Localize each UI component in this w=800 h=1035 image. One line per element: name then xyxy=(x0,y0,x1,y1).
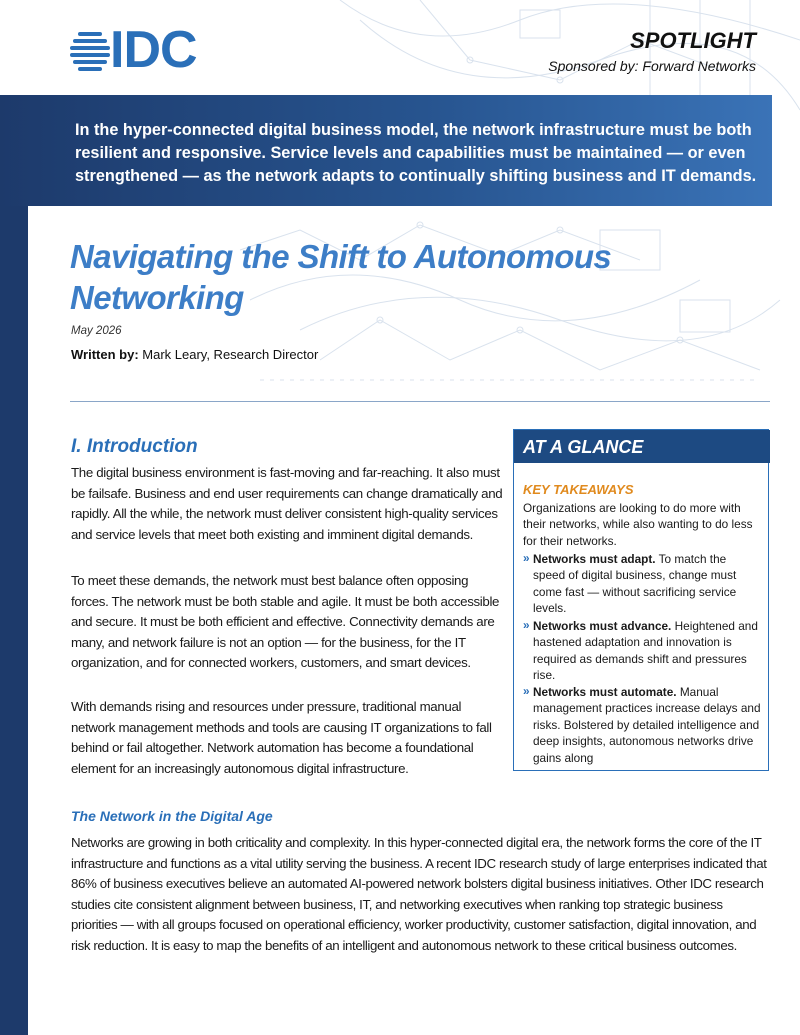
digital-age-paragraph: Networks are growing in both criticality and complexity. In this hyper-connected digital era, the network forms the core of the IT infrastructure and functions as a vital utility serving the business. A recent IDC research study of large enterprises indicated that 86% of business executives believe an automated AI-powered network bolsters digital business initiatives. Other IDC research studies cite consistent alignment between business, IT, and networking executives when ranking top strategic business priorities — with all groups focused on operational efficiency, worker productivity, customer satisfaction, digital innovation, and risk reduction. It is easy to map the benefits of an intelligent and autonomous network to these critical business outcomes. xyxy=(71,835,767,953)
takeaway-text: Manual management practices increase delays and risks. Bolstered by detailed intelligence and deep insights, autonomous networks drive gains along xyxy=(533,685,761,765)
spotlight-label: SPOTLIGHT xyxy=(630,28,756,53)
subsection-heading: The Network in the Digital Age xyxy=(71,808,273,824)
bullet-chevron-icon: » xyxy=(523,684,530,698)
bullet-chevron-icon: » xyxy=(523,618,530,632)
author-label: Written by: xyxy=(71,347,139,362)
intro-paragraph-3: With demands rising and resources under pressure, traditional manual network management methods and tools are causing IT organizations to fall behind or fail altogether. Network automation has become a foundational element for an increasingly autonomous digital infrastructure. xyxy=(71,699,492,776)
key-takeaways-label: KEY TAKEAWAYS xyxy=(523,482,634,497)
takeaway-lead: Networks must advance. xyxy=(533,619,672,633)
takeaway-item xyxy=(523,618,761,684)
divider xyxy=(70,401,770,402)
takeaway-item xyxy=(523,684,761,766)
page-title: Navigating the Shift to Autonomous Networking xyxy=(70,238,612,316)
sponsor-line: Sponsored by: Forward Networks xyxy=(548,58,756,74)
section-heading-introduction: I. Introduction xyxy=(71,436,198,457)
author-line xyxy=(71,347,318,362)
key-takeaways-intro: Organizations are looking to do more with their networks, while also wanting to do less for their networks. xyxy=(523,501,753,548)
publish-date: May 2026 xyxy=(71,325,122,337)
intro-paragraph-2: To meet these demands, the network must best balance often opposing forces. The network must be both stable and agile. It must be both accessible and secure. It must be both efficient and effective. Connectivity demands are many, and network failure is not an option — for the business, for the IT organization, and for connected workers, customers, and smart devices. xyxy=(71,573,500,671)
takeaway-lead: Networks must automate. xyxy=(533,685,677,699)
banner-text: In the hyper-connected digital business model, the network infrastructure must be both resilient and responsive. Service levels and capabilities must be maintained — or even strengthened — as the network adapts to continually shifting business and IT demands. xyxy=(75,121,757,185)
logo-wordmark: IDC xyxy=(110,21,197,79)
takeaway-lead: Networks must adapt. xyxy=(533,552,656,566)
idc-logo xyxy=(70,21,220,79)
globe-icon xyxy=(70,30,110,72)
bullet-chevron-icon: » xyxy=(523,551,530,565)
takeaway-text: Heightened and hastened adaptation and innovation is required as demands shift and pressures rise. xyxy=(533,619,758,683)
takeaway-item xyxy=(523,551,761,617)
at-a-glance-box xyxy=(513,429,769,771)
at-a-glance-heading: AT A GLANCE xyxy=(514,430,770,463)
intro-paragraph-1: The digital business environment is fast-moving and far-reaching. It also must be failsafe. Business and end user requirements can change dramatically and rapidly. All the while, the network must deliver consistent high-quality services and service levels that meet both existing and imminent digital demands. xyxy=(71,465,503,542)
takeaway-text: To match the speed of digital business, change must come fast — without sacrificing service levels. xyxy=(533,552,737,616)
left-accent-bar xyxy=(0,206,28,1035)
author-name: Mark Leary, Research Director xyxy=(142,347,319,362)
